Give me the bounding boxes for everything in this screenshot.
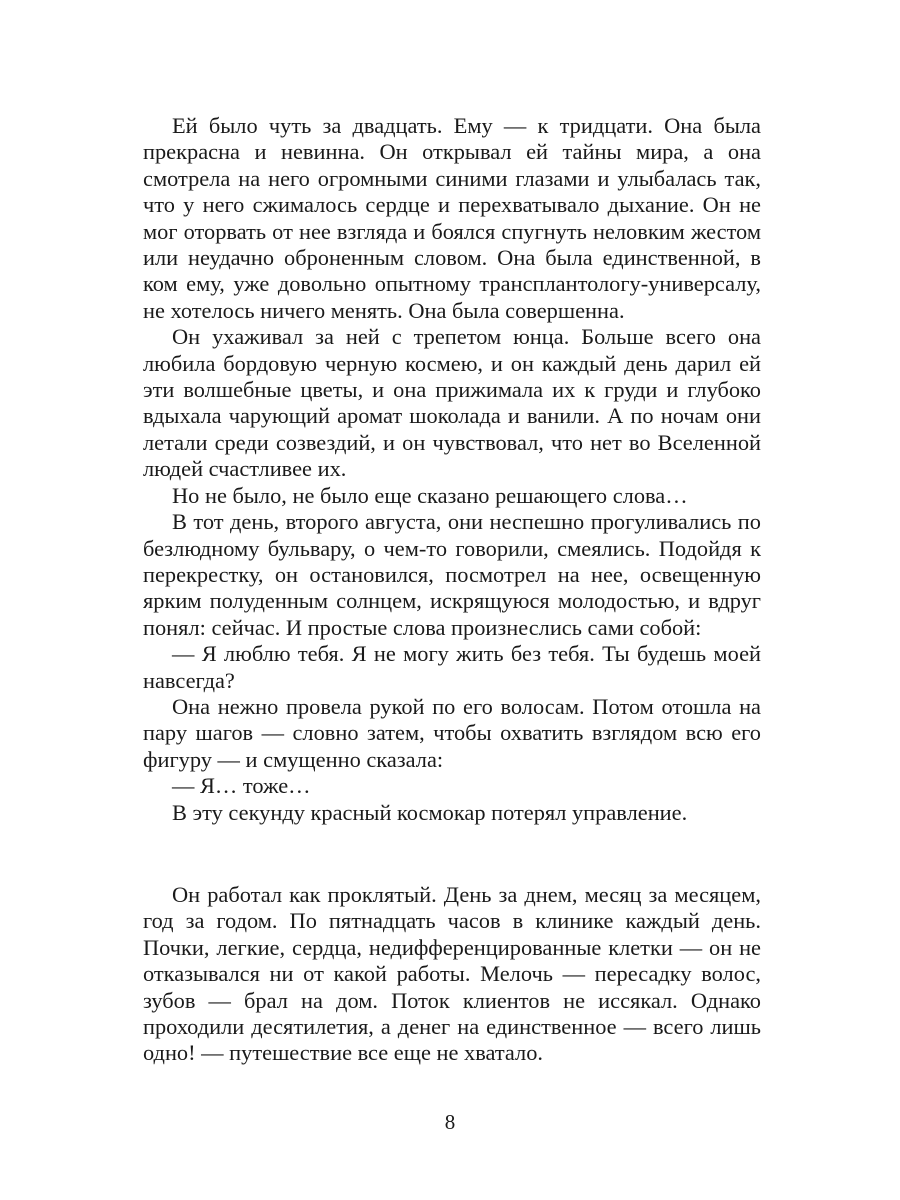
text-section-1 — [143, 113, 761, 826]
paragraph: Ей было чуть за двадцать. Ему — к тридцати. Она была прекрасна и невинна. Он открывал ей тайны мира, а она смотрела на него огромными синими глазами и улыбалась так, что у него сжималось сердце и перехватывало дыхание. Он не мог оторвать от нее взгляда и боялся спугнуть неловким жестом или неудачно оброненным словом. Она была единственной, в ком ему, уже довольно опытному трансплантологу-универсалу, не хотелось ничего менять. Она была совершенна. — [143, 113, 761, 323]
paragraph: Но не было, не было еще сказано решающего слова… — [172, 482, 688, 508]
paragraph: В эту секунду красный космокар потерял управление. — [172, 799, 688, 825]
paragraph: Он ухаживал за ней с трепетом юнца. Больше всего она любила бордовую черную космею, и он каждый день дарил ей эти волшебные цветы, и она прижимала их к груди и глубоко вдыхала чарующий аромат шоколада и ванили. А по ночам они летали среди созвездий, и он чувствовал, что нет во Вселенной людей счастливее их. — [143, 324, 761, 482]
dialogue-line: — Я… тоже… — [172, 773, 311, 799]
paragraph: Он работал как проклятый. День за днем, месяц за месяцем, год за годом. По пятнадцать часов в клинике каждый день. Почки, легкие, сердца, недифференцированные клетки — он не отказывался ни от какой работы. Мелочь — пересадку волос, зубов — брал на дом. Поток клиентов не иссякал. Однако проходили десятилетия, а денег на единственное — всего лишь одно! — путешествие все еще не хватало. — [143, 882, 761, 1066]
paragraph: В тот день, второго августа, они неспешно прогуливались по безлюдному бульвару, о чем-то говорили, смеялись. Подойдя к перекрестку, он остановился, посмотрел на нее, освещенную ярким полуденным солнцем, искрящуюся молодостью, и вдруг понял: сейчас. И простые слова произнеслись сами собой: — [143, 509, 761, 640]
text-section-2 — [143, 882, 761, 1067]
dialogue-line: — Я люблю тебя. Я не могу жить без тебя. Ты будешь моей навсегда? — [143, 641, 761, 693]
paragraph: Она нежно провела рукой по его волосам. Потом отошла на пару шагов — словно затем, чтобы охватить взглядом всю его фигуру — и смущенно сказала: — [143, 693, 761, 772]
page-number: 8 — [444, 1110, 456, 1134]
